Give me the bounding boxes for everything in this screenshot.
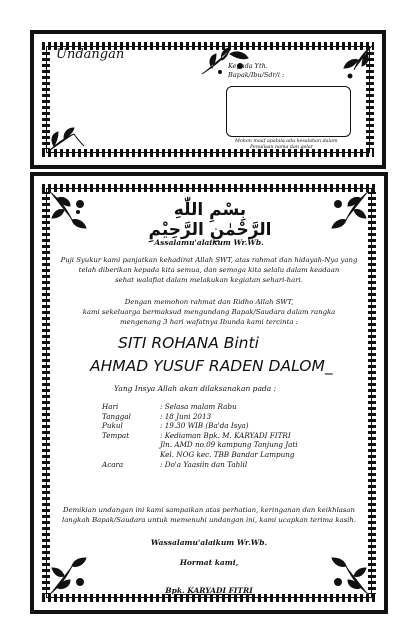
- regards: Hormat kami,: [179, 558, 239, 567]
- detail-value: : 19.30 WIB (Ba'da Isya): [160, 421, 249, 431]
- floral-corner-icon: [48, 190, 94, 234]
- address-box[interactable]: [226, 86, 351, 137]
- opening-paragraph-line2: telah diberikan kepada kita semua, dan semoga kita selalu dalam keadaan: [78, 266, 340, 274]
- farewell: Wassalamu'alaikum Wr.Wb.: [150, 538, 268, 547]
- detail-row: [102, 431, 362, 460]
- apology-note-line1: Mohon maaf apabila ada kesalahan dalam: [235, 139, 338, 144]
- recipient-label: Bapak/Ibu/Sdr/i :: [228, 71, 285, 79]
- detail-row: [102, 421, 362, 431]
- detail-label: Tempat: [102, 430, 130, 440]
- letter-card: [30, 172, 388, 614]
- floral-corner-icon: [324, 190, 370, 234]
- floral-corner-icon: [324, 552, 370, 596]
- closing-paragraph-line1: Demikian undangan ini kami sampaikan atas perhatian, keringanan dan keikhlasan: [63, 506, 355, 514]
- envelope-card: [30, 30, 386, 169]
- event-intro: Yang Insya Allah akan dilaksanakan pada :: [114, 384, 277, 393]
- envelope-title: Undangan: [56, 47, 125, 62]
- closing-paragraph-line2: langkah Bapak/Saudara untuk memenuhi undangan ini, kami ucapkan terima kasih.: [62, 516, 356, 524]
- detail-label: Pukul: [102, 421, 123, 431]
- opening-paragraph-line3: sehat walafiat dalam melakukan kegiatan sehari-hari.: [115, 276, 303, 284]
- detail-value: : Kediaman Bpk. M. KARYADI FITRI Jln. AMD no.09 kampung Tanjung Jati Kel. NOG kec. TBB Bandar Lampung: [160, 430, 298, 459]
- detail-value: : Do'a Yaasiin dan Tahlil: [160, 459, 248, 469]
- opening-paragraph-line1: Puji Syukur kami panjatkan kehadirat Allah SWT, atas rahmat dan hidayah-Nya yang: [60, 256, 358, 264]
- detail-label: Tanggal: [102, 411, 131, 421]
- floral-corner-icon: [336, 44, 374, 82]
- floral-corner-icon: [48, 552, 94, 596]
- detail-row: [102, 460, 362, 470]
- apology-note-line2: Penulisan nama dan gelar: [250, 145, 314, 150]
- detail-value: : Selasa malam Rabu: [160, 402, 237, 411]
- deceased-name-line2: AHMAD YUSUF RADEN DALOM_: [90, 357, 333, 375]
- deceased-name-line1: SITI ROHANA Binti: [118, 334, 259, 352]
- intro-paragraph-line2: kami sekeluarga bermaksud mengundang Bapak/Saudara dalam rangka: [82, 308, 336, 316]
- bismillah-calligraphy: بِسْمِ اللّٰهِ الرَّحْمٰنِ الرَّحِيْمِ: [148, 200, 272, 240]
- to-label: Kepada Yth.: [228, 62, 268, 70]
- event-details: [102, 402, 362, 469]
- detail-row: [102, 412, 362, 422]
- signature-name: Bpk. KARYADI FITRI: [165, 586, 253, 595]
- letter-inner-border: [46, 188, 372, 598]
- intro-paragraph-line3: mengenang 3 hari wafatnya Ibunda kami tercinta :: [120, 318, 298, 326]
- detail-value: : 18 Juni 2013: [160, 411, 212, 421]
- detail-label: Acara: [102, 459, 124, 469]
- greeting: Assalamu'alaikum Wr.Wb.: [154, 238, 264, 247]
- intro-paragraph-line1: Dengan memohon rahmat dan Ridho Allah SWT,: [124, 298, 294, 306]
- floral-corner-icon: [46, 116, 86, 154]
- detail-label: Hari: [102, 402, 119, 411]
- detail-row: [102, 402, 362, 412]
